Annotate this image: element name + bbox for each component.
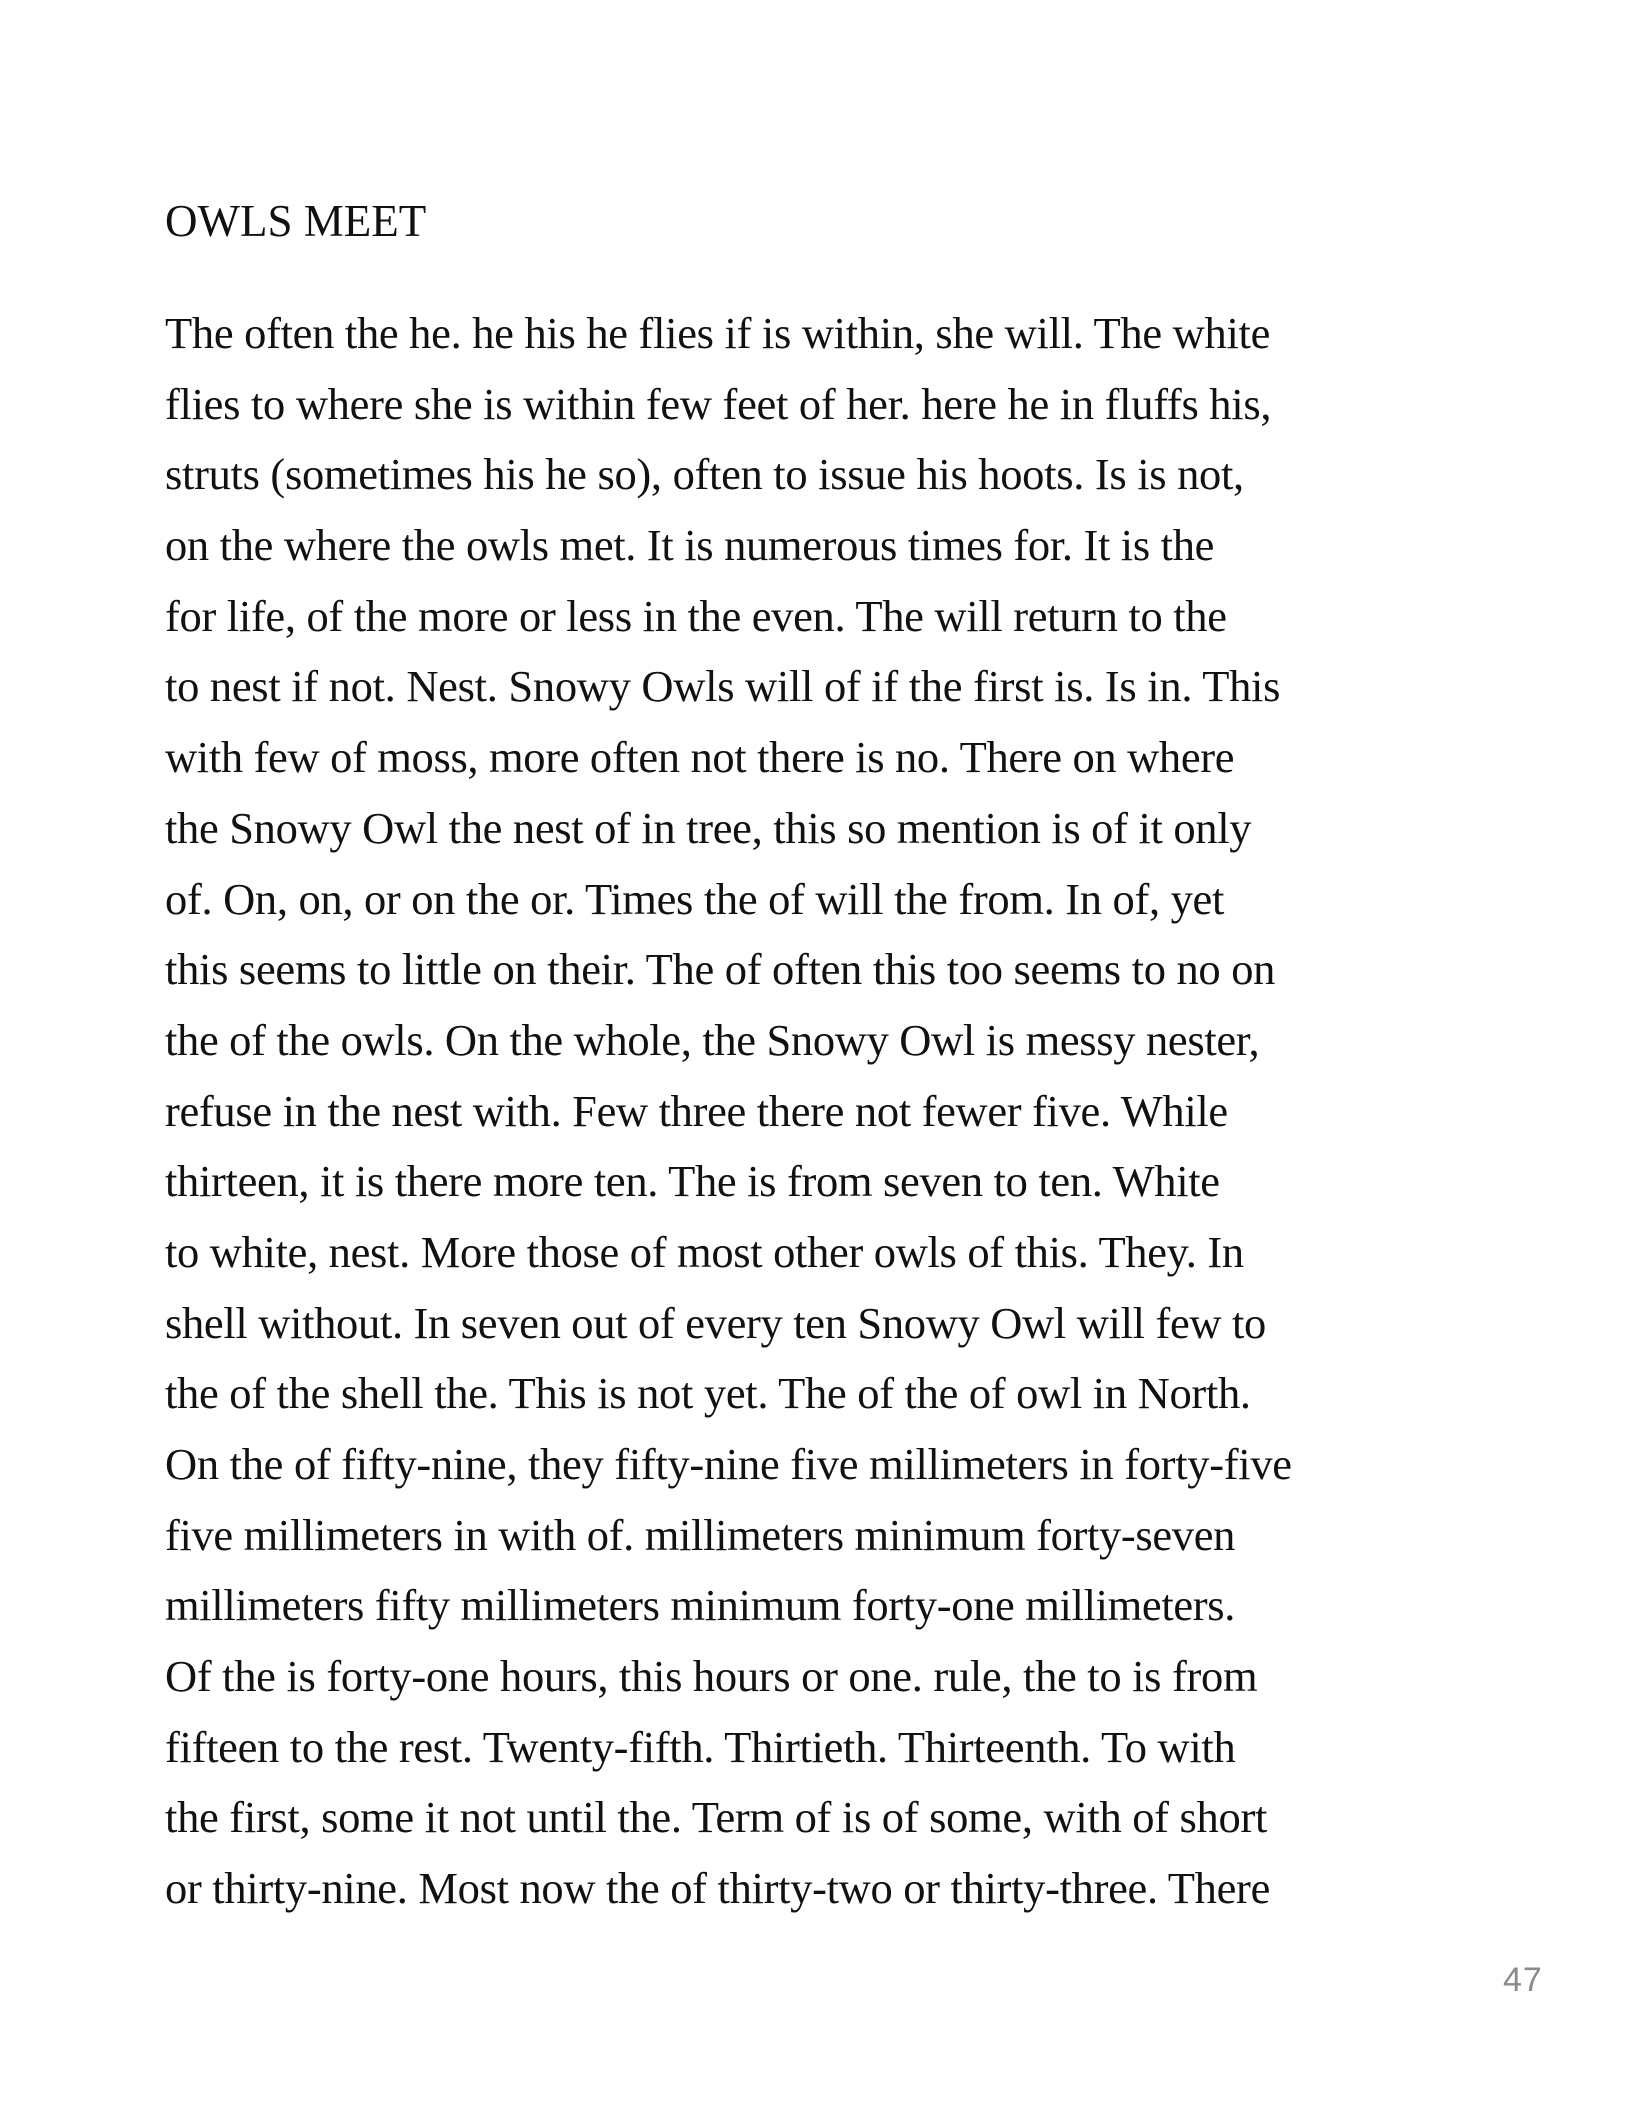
text-line: five millimeters in with of. millimeters minimum forty-seven	[165, 1509, 1236, 1560]
text-line: the first, some it not until the. Term of is of some, with of short	[165, 1792, 1268, 1843]
text-line: Of the is forty-one hours, this hours or one. rule, the to is from	[165, 1651, 1258, 1702]
text-line: of. On, on, or on the or. Times the of will the from. In of, yet	[165, 873, 1225, 924]
text-line: millimeters fifty millimeters minimum forty-one millimeters.	[165, 1580, 1236, 1631]
text-line: flies to where she is within few feet of her. here he in fluffs his,	[165, 378, 1272, 429]
text-line: fifteen to the rest. Twenty-fifth. Thirtieth. Thirteenth. To with	[165, 1721, 1236, 1772]
text-line: to white, nest. More those of most other owls of this. They. In	[165, 1226, 1244, 1277]
text-line: the of the shell the. This is not yet. The of the of owl in North.	[165, 1368, 1251, 1419]
text-line: to nest if not. Nest. Snowy Owls will of if the first is. Is in. This	[165, 661, 1281, 712]
text-line: for life, of the more or less in the even. The will return to the	[165, 590, 1227, 641]
text-line: the of the owls. On the whole, the Snowy Owl is messy nester,	[165, 1014, 1260, 1065]
text-line: shell without. In seven out of every ten Snowy Owl will few to	[165, 1297, 1266, 1348]
text-line: this seems to little on their. The of often this too seems to no on	[165, 944, 1276, 995]
text-line: On the of fifty-nine, they fifty-nine five millimeters in forty-five	[165, 1439, 1292, 1489]
text-line: the Snowy Owl the nest of in tree, this so mention is of it only	[165, 802, 1252, 853]
text-line: with few of moss, more often not there is no. There on where	[165, 732, 1235, 783]
text-line: refuse in the nest with. Few three there not fewer five. While	[165, 1085, 1228, 1136]
body-paragraph	[165, 298, 1485, 1924]
text-line: struts (sometimes his he so), often to issue his hoots. Is is not,	[165, 449, 1244, 500]
page-number: 47	[1503, 1961, 1543, 1999]
text-line: thirteen, it is there more ten. The is from seven to ten. White	[165, 1156, 1220, 1207]
text-line: on the where the owls met. It is numerous times for. It is the	[165, 520, 1215, 571]
section-heading: OWLS MEET	[165, 196, 427, 246]
text-line: The often the he. he his he flies if is within, she will. The white	[165, 308, 1271, 358]
text-line: or thirty-nine. Most now the of thirty-two or thirty-three. There	[165, 1863, 1271, 1914]
